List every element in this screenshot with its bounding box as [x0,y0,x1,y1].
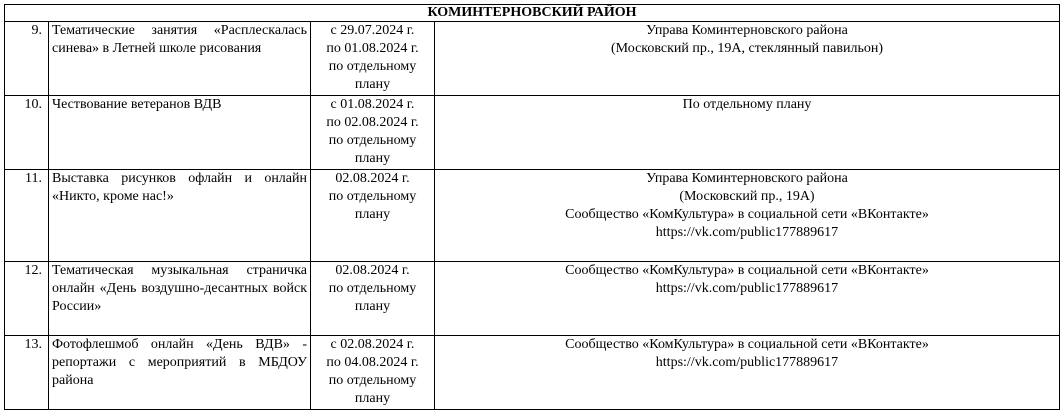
table-row [5,170,1060,262]
event-date: с 02.08.2024 г. по 04.08.2024 г. по отдельному плану [311,336,435,410]
event-place: Сообщество «КомКультура» в социальной сети «ВКонтакте» https://vk.com/public177889617 [435,336,1060,410]
table-row [5,262,1060,336]
event-date: с 01.08.2024 г. по 02.08.2024 г. по отдельному плану [311,96,435,170]
event-date: 02.08.2024 г. по отдельному плану [311,170,435,262]
event-place: Управа Коминтерновского района (Московский пр., 19А, стеклянный павильон) [435,22,1060,96]
event-name: Тематическая музыкальная страничка онлайн «День воздушно-десантных войск России» [49,262,311,336]
row-number: 10. [5,96,49,170]
event-name: Фотофлешмоб онлайн «День ВДВ» - репортажи с мероприятий в МБДОУ района [49,336,311,410]
section-title: КОМИНТЕРНОВСКИЙ РАЙОН [5,5,1060,22]
table-row [5,336,1060,410]
table-row [5,22,1060,96]
event-name: Тематические занятия «Расплескалась синева» в Летней школе рисования [49,22,311,96]
event-place: Сообщество «КомКультура» в социальной сети «ВКонтакте» https://vk.com/public177889617 [435,262,1060,336]
event-name: Чествование ветеранов ВДВ [49,96,311,170]
row-number: 11. [5,170,49,262]
event-place: Управа Коминтерновского района (Московский пр., 19А) Сообщество «КомКультура» в социальной сети «ВКонтакте» https://vk.com/public177889617 [435,170,1060,262]
events-table [4,4,1060,410]
section-header-row [5,5,1060,22]
row-number: 12. [5,262,49,336]
event-date: 02.08.2024 г. по отдельному плану [311,262,435,336]
table-row [5,96,1060,170]
event-date: с 29.07.2024 г. по 01.08.2024 г. по отдельному плану [311,22,435,96]
event-place: По отдельному плану [435,96,1060,170]
row-number: 13. [5,336,49,410]
event-name: Выставка рисунков офлайн и онлайн «Никто, кроме нас!» [49,170,311,262]
row-number: 9. [5,22,49,96]
